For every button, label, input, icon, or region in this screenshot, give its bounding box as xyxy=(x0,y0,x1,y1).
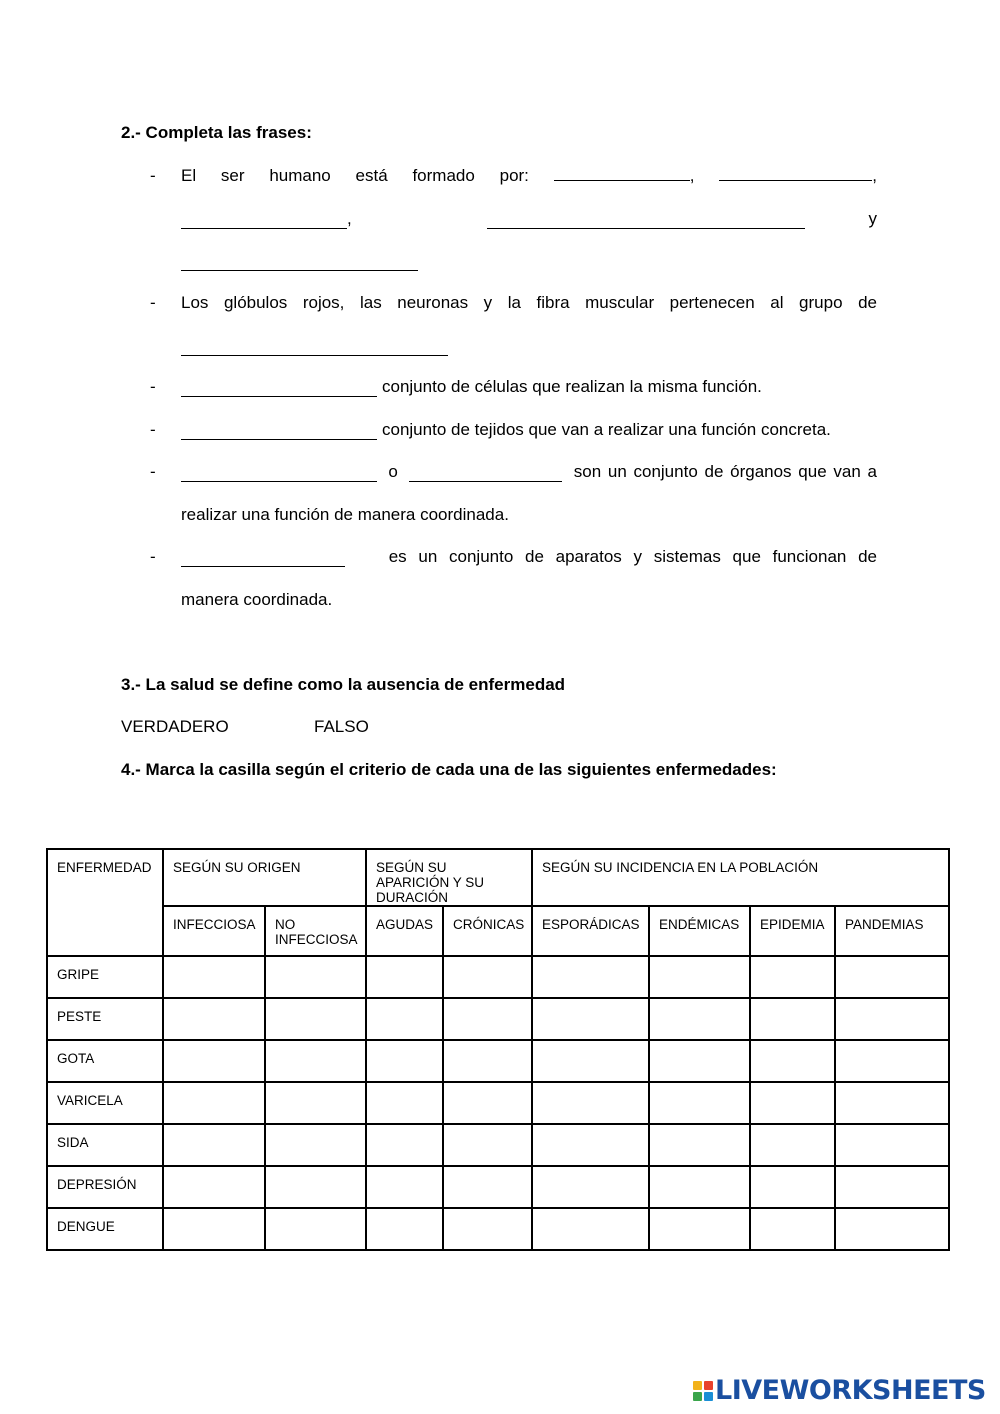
q2-item6-cont: manera coordinada. xyxy=(181,590,333,609)
q2-item5-line1 xyxy=(181,460,877,482)
check-cell[interactable] xyxy=(366,1040,443,1082)
logo-square xyxy=(704,1392,713,1401)
disease-name: GOTA xyxy=(47,1040,163,1082)
check-cell[interactable] xyxy=(366,998,443,1040)
table-row xyxy=(47,998,949,1040)
word: ser xyxy=(220,166,245,185)
check-cell[interactable] xyxy=(443,1082,532,1124)
bullet-dash: - xyxy=(150,377,156,396)
option-falso[interactable]: FALSO xyxy=(314,717,369,736)
blank-field[interactable] xyxy=(719,162,872,181)
bullet-dash: - xyxy=(150,462,156,481)
check-cell[interactable] xyxy=(835,1082,949,1124)
check-cell[interactable] xyxy=(163,1082,265,1124)
check-cell[interactable] xyxy=(649,998,750,1040)
check-cell[interactable] xyxy=(532,956,649,998)
blank-field[interactable] xyxy=(181,378,377,397)
check-cell[interactable] xyxy=(649,1124,750,1166)
check-cell[interactable] xyxy=(443,1166,532,1208)
disease-name: PESTE xyxy=(47,998,163,1040)
word: formado xyxy=(412,166,475,185)
blank-field[interactable] xyxy=(181,210,347,229)
check-cell[interactable] xyxy=(163,1040,265,1082)
check-cell[interactable] xyxy=(835,956,949,998)
check-cell[interactable] xyxy=(835,1040,949,1082)
check-cell[interactable] xyxy=(443,1208,532,1250)
option-verdadero[interactable]: VERDADERO xyxy=(121,717,229,736)
check-cell[interactable] xyxy=(366,1166,443,1208)
logo-text: LIVEWORKSHEETS xyxy=(715,1375,986,1406)
blank-field[interactable] xyxy=(487,210,805,229)
check-cell[interactable] xyxy=(265,1124,366,1166)
q2-heading: 2.- Completa las frases: xyxy=(121,123,312,142)
q4-heading: 4.- Marca la casilla según el criterio de cada una de las siguientes enfermedades: xyxy=(121,760,777,779)
check-cell[interactable] xyxy=(163,1166,265,1208)
header-incidencia: SEGÚN SU INCIDENCIA EN LA POBLACIÓN xyxy=(532,849,949,906)
logo-square xyxy=(693,1392,702,1401)
q2-item2-line2 xyxy=(181,334,877,356)
comma: , xyxy=(689,166,695,185)
word: por: xyxy=(499,166,529,185)
check-cell[interactable] xyxy=(750,1082,835,1124)
disease-name: SIDA xyxy=(47,1124,163,1166)
subheader-agudas: AGUDAS xyxy=(366,906,443,956)
comma: , xyxy=(872,166,877,185)
disease-name: VARICELA xyxy=(47,1082,163,1124)
bullet-dash: - xyxy=(150,547,156,566)
check-cell[interactable] xyxy=(163,956,265,998)
check-cell[interactable] xyxy=(750,1124,835,1166)
subheader-no-infecciosa: NO INFECCIOSA xyxy=(265,906,366,956)
check-cell[interactable] xyxy=(649,1040,750,1082)
subheader-pandemias: PANDEMIAS xyxy=(835,906,949,956)
q2-item5-text: son un conjunto de órganos que van a xyxy=(573,462,877,481)
bullet-dash: - xyxy=(150,293,156,312)
check-cell[interactable] xyxy=(366,1124,443,1166)
q2-item6-line1 xyxy=(181,545,877,567)
check-cell[interactable] xyxy=(532,1166,649,1208)
check-cell[interactable] xyxy=(265,1082,366,1124)
check-cell[interactable] xyxy=(163,1124,265,1166)
check-cell[interactable] xyxy=(366,1082,443,1124)
check-cell[interactable] xyxy=(750,998,835,1040)
q2-item1-line1 xyxy=(181,164,877,186)
blank-field[interactable] xyxy=(181,252,418,271)
check-cell[interactable] xyxy=(265,956,366,998)
subheader-infecciosa: INFECCIOSA xyxy=(163,906,265,956)
logo-square xyxy=(704,1381,713,1390)
q2-item4-text: conjunto de tejidos que van a realizar una función concreta. xyxy=(382,420,831,439)
q2-item5-cont: realizar una función de manera coordinada. xyxy=(181,505,509,524)
table-row xyxy=(47,956,949,998)
q2-item1-line2 xyxy=(181,207,877,229)
subheader-cronicas: CRÓNICAS xyxy=(443,906,532,956)
check-cell[interactable] xyxy=(532,1040,649,1082)
word: El xyxy=(181,166,197,185)
bullet-dash: - xyxy=(150,166,156,185)
check-cell[interactable] xyxy=(750,956,835,998)
check-cell[interactable] xyxy=(532,1082,649,1124)
check-cell[interactable] xyxy=(835,998,949,1040)
check-cell[interactable] xyxy=(750,1166,835,1208)
check-cell[interactable] xyxy=(649,1082,750,1124)
logo-square xyxy=(693,1381,702,1390)
logo-mark-icon xyxy=(693,1381,713,1401)
check-cell[interactable] xyxy=(443,1040,532,1082)
check-cell[interactable] xyxy=(163,1208,265,1250)
q2-item2-text: Los glóbulos rojos, las neuronas y la fibra muscular pertenecen al grupo de xyxy=(181,293,877,312)
check-cell[interactable] xyxy=(649,1208,750,1250)
disease-name: DENGUE xyxy=(47,1208,163,1250)
check-cell[interactable] xyxy=(443,998,532,1040)
check-cell[interactable] xyxy=(532,998,649,1040)
blank-field[interactable] xyxy=(181,548,345,567)
disease-table xyxy=(46,848,950,1251)
table-row xyxy=(47,1124,949,1166)
check-cell[interactable] xyxy=(835,1166,949,1208)
check-cell[interactable] xyxy=(835,1124,949,1166)
q3-heading: 3.- La salud se define como la ausencia de enfermedad xyxy=(121,675,566,694)
q2-item4-line xyxy=(181,418,877,440)
subheader-endemicas: ENDÉMICAS xyxy=(649,906,750,956)
check-cell[interactable] xyxy=(443,1124,532,1166)
table-row xyxy=(47,1040,949,1082)
check-cell[interactable] xyxy=(750,1208,835,1250)
q2-item6-text: es un conjunto de aparatos y sistemas que funcionan de xyxy=(388,547,877,566)
and-word: y xyxy=(868,209,877,228)
or-word: o xyxy=(388,462,398,481)
liveworksheets-logo xyxy=(693,1375,986,1406)
check-cell[interactable] xyxy=(750,1040,835,1082)
blank-field[interactable] xyxy=(181,463,377,482)
check-cell[interactable] xyxy=(366,1208,443,1250)
table-row xyxy=(47,1082,949,1124)
check-cell[interactable] xyxy=(163,998,265,1040)
header-enfermedad: ENFERMEDAD xyxy=(47,849,163,956)
check-cell[interactable] xyxy=(835,1208,949,1250)
check-cell[interactable] xyxy=(366,956,443,998)
blank-field[interactable] xyxy=(181,337,448,356)
disease-name: DEPRESIÓN xyxy=(47,1166,163,1208)
header-origen: SEGÚN SU ORIGEN xyxy=(163,849,366,906)
q2-item1-line3 xyxy=(181,249,877,271)
bullet-dash: - xyxy=(150,420,156,439)
q2-item3-text: conjunto de células que realizan la misma función. xyxy=(382,377,762,396)
header-aparicion: SEGÚN SU APARICIÓN Y SU DURACIÓN xyxy=(366,849,532,906)
check-cell[interactable] xyxy=(265,1040,366,1082)
disease-name: GRIPE xyxy=(47,956,163,998)
check-cell[interactable] xyxy=(443,956,532,998)
check-cell[interactable] xyxy=(532,1208,649,1250)
table-row xyxy=(47,1208,949,1250)
word: está xyxy=(355,166,388,185)
check-cell[interactable] xyxy=(265,998,366,1040)
check-cell[interactable] xyxy=(649,956,750,998)
table-row xyxy=(47,1166,949,1208)
q2-item3-line xyxy=(181,375,877,397)
check-cell[interactable] xyxy=(265,1208,366,1250)
check-cell[interactable] xyxy=(532,1124,649,1166)
comma: , xyxy=(347,209,352,228)
word: humano xyxy=(269,166,331,185)
blank-field[interactable] xyxy=(409,463,562,482)
blank-field[interactable] xyxy=(554,162,690,181)
subheader-epidemia: EPIDEMIA xyxy=(750,906,835,956)
check-cell[interactable] xyxy=(265,1166,366,1208)
subheader-esporadicas: ESPORÁDICAS xyxy=(532,906,649,956)
blank-field[interactable] xyxy=(181,421,377,440)
check-cell[interactable] xyxy=(649,1166,750,1208)
